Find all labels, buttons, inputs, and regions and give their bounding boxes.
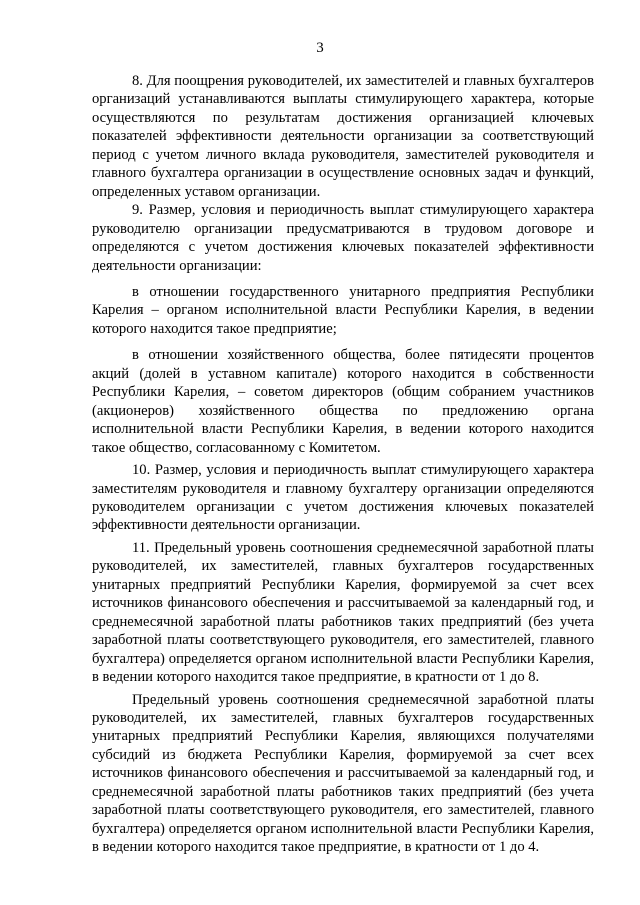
paragraph-11-subsidy-recipients: Предельный уровень соотношения среднемесячной заработной платы руководителей, их заместителей, главных бухгалтеров государственных унитарных предприятий Республики Карелия, являющихся получателями субсидий из бюджета Республики Карелия, формируемой за счет всех источников финансового обеспечения и рассчитываемой за календарный год, и среднемесячной заработной платы работников таких предприятий (без учета заработной платы соответствующего руководителя, его заместителей, главного бухгалтера) определяется органом исполнительной власти Республики Карелия, в ведении которого находится такое предприятие, в кратности от 1 до 4.: [92, 691, 594, 856]
paragraph-11: 11. Предельный уровень соотношения среднемесячной заработной платы руководителей, их заместителей, главных бухгалтеров государственных унитарных предприятий Республики Карелия, формируемой за счет всех источников финансового обеспечения и рассчитываемой за календарный год, и среднемесячной заработной платы работников таких предприятий (без учета заработной платы соответствующего руководителя, его заместителей, главного бухгалтера) определяется органом исполнительной власти Республики Карелия, в ведении которого находится такое предприятие, в кратности от 1 до 8.: [92, 539, 594, 686]
page-number: 3: [316, 40, 324, 56]
paragraph-9-item-business-company: в отношении хозяйственного общества, более пятидесяти процентов акций (долей в уставном капитале) которого находится в собственности Республики Карелия, – советом директоров (общим собранием участников (акционеров) хозяйственного общества по предложению органа исполнительной власти Республики Карелия, в ведении которого находится такое общество, согласованному с Комитетом.: [92, 347, 594, 456]
paragraph-8: 8. Для поощрения руководителей, их заместителей и главных бухгалтеров организаций устанавливаются выплаты стимулирующего характера, которые осуществляются по результатам достижения организацией ключевых показателей эффективности деятельности организации за соответствующий период с учетом личного вклада руководителя, заместителей руководителя и главного бухгалтера организации в осуществление основных задач и функций, определенных уставом организации.: [92, 73, 594, 200]
paragraph-9-item-unitary-enterprise: в отношении государственного унитарного предприятия Республики Карелия – органом исполнительной власти Республики Карелия, в ведении которого находится такое предприятие;: [92, 283, 594, 337]
paragraph-9: 9. Размер, условия и периодичность выплат стимулирующего характера руководителю организации предусматриваются в трудовом договоре и определяются с учетом достижения ключевых показателей эффективности деятельности организации:: [92, 202, 594, 274]
document-body: [92, 72, 594, 857]
paragraph-10: 10. Размер, условия и периодичность выплат стимулирующего характера заместителям руководителя и главному бухгалтеру организации определяются руководителем организации с учетом достижения ключевых показателей эффективности деятельности организации.: [92, 462, 594, 534]
